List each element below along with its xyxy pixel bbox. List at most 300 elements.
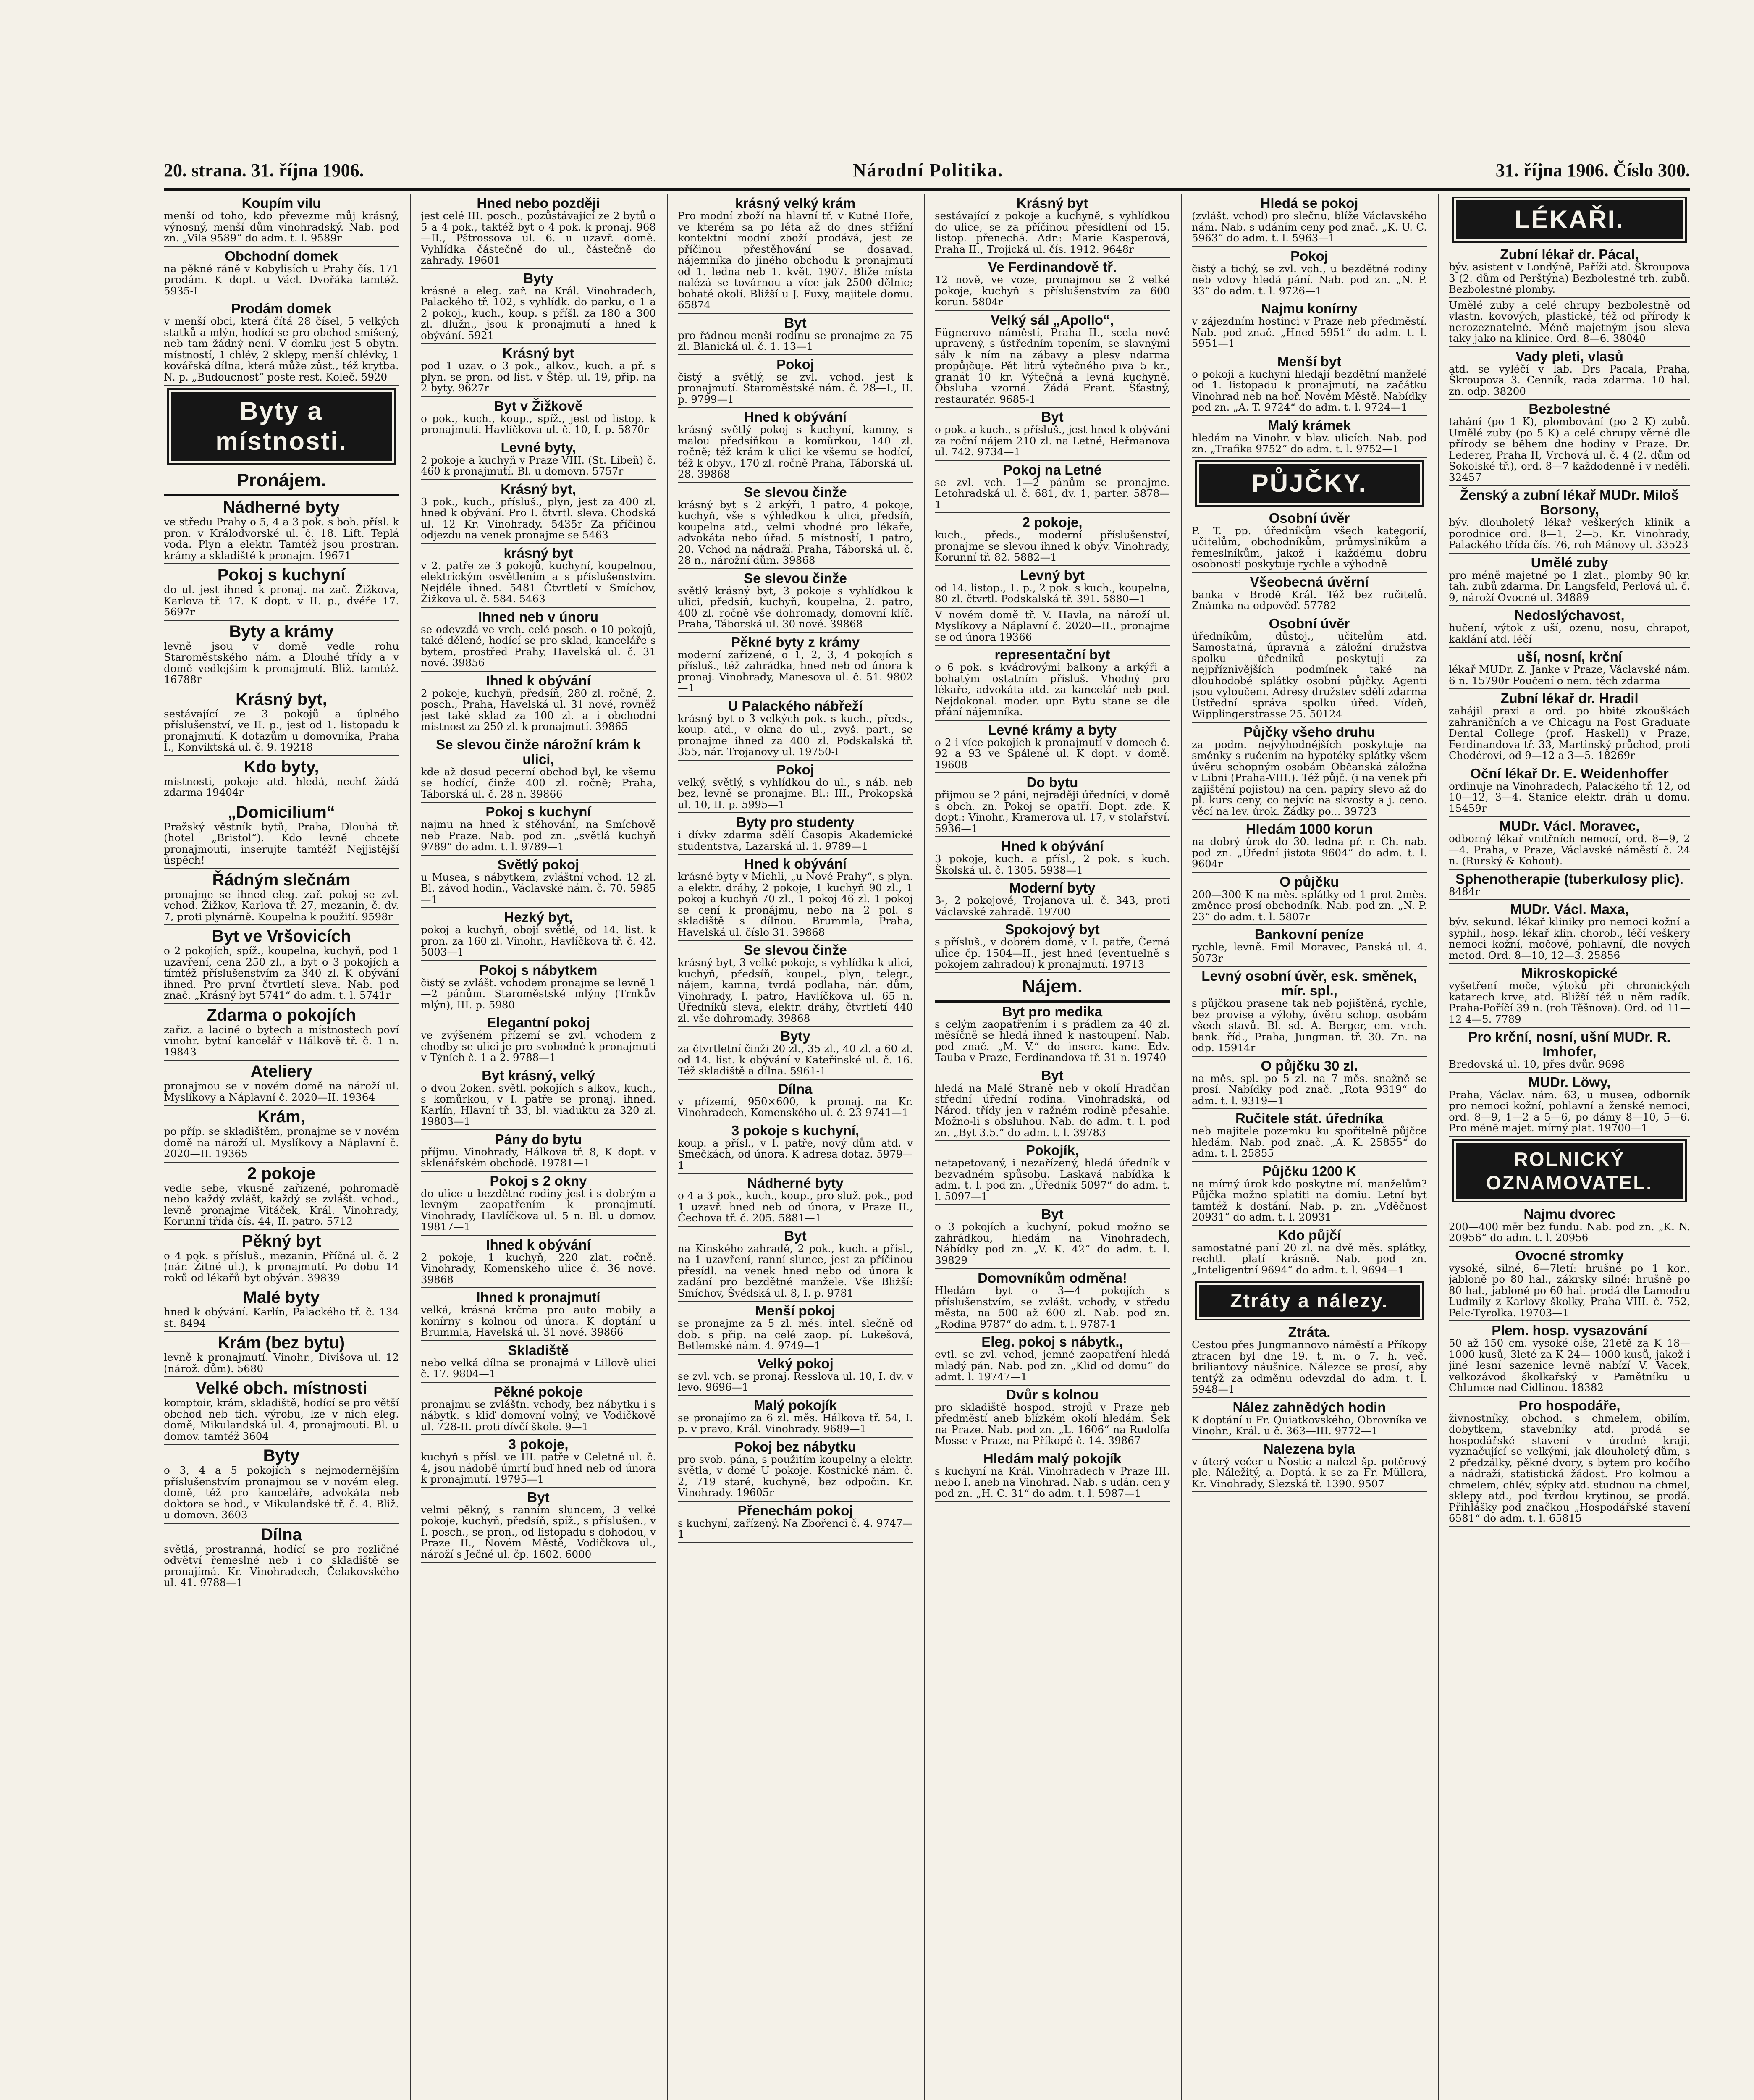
ad-heading: Ihned k obývání	[486, 1236, 591, 1252]
classified-ad	[935, 566, 1170, 608]
ad-body: s celým zaopatřením i s prádlem za 40 zl. měsíčně se hledá ihned k nastoupení. Nab. pod znač. „M. V.“ do inserc. kanc. Edv. Tauba v Praze, Ferdinandova tř. 31 n. 19740	[935, 1018, 1170, 1063]
ad-heading: Byty	[263, 1446, 300, 1465]
classified-ad	[935, 1066, 1170, 1142]
ad-heading: Krásný byt,	[501, 481, 576, 497]
ad-heading: Oční lékař Dr. E. Weidenhoffer	[1470, 765, 1669, 781]
classified-ad	[678, 408, 913, 483]
classified-ad	[678, 761, 913, 814]
classified-ad	[678, 633, 913, 697]
classified-ad	[935, 258, 1170, 311]
ad-body: za čtvrtletní činži 20 zl., 35 zl., 40 zl. a 60 zl. od 14. list. k obývání v Kateřinské ul. č. 16. Též skladiště a dílna. 5961-1	[678, 1042, 913, 1077]
ad-heading: Byt ve Vršovicích	[212, 927, 351, 945]
ad-heading: Byt	[1041, 409, 1064, 425]
ad-heading: O půjčku	[1279, 874, 1339, 890]
classified-ad	[935, 1333, 1170, 1386]
ad-heading: Kdo byty,	[244, 757, 319, 776]
classified-ad	[1449, 870, 1690, 900]
ad-body: po příp. se skladištěm, pronajme se v novém domě na nároží ul. Myslíkovy a Náplavní č. 2020—II. 19365	[164, 1125, 399, 1160]
ad-body: býv. dlouholetý lékař veškerých klinik a porodnice ord. 8—1, 2—5. Kr. Vinohrady, Palackého třída čís. 76, roh Mánovy ul. 33523	[1449, 516, 1690, 551]
classified-ad	[935, 646, 1170, 721]
classified-ad	[421, 1236, 656, 1289]
classified-ad	[1192, 247, 1427, 300]
classified-ad	[421, 1488, 656, 1563]
classified-ad	[421, 1013, 656, 1066]
ad-heading: Ovocné stromky	[1515, 1247, 1624, 1263]
classified-ad	[1192, 723, 1427, 820]
ad-heading: Přenechám pokoj	[737, 1502, 853, 1518]
classified-ad	[678, 483, 913, 569]
ad-heading: Menší pokoj	[755, 1303, 836, 1318]
section-banner-rolnicky: ROLNICKÝ OZNAMOVATEL.	[1454, 1141, 1685, 1201]
ad-heading: Pokoj	[776, 761, 814, 777]
ad-body: velká, krásná krčma pro auto mobily a konírny s kolnou od února. K doptání u Brummla, Havelská ul. 31 nové. 39866	[421, 1304, 656, 1338]
ad-body: se zvl. vch. se pronaj. Resslova ul. 10, I. dv. v levo. 9696—1	[678, 1370, 913, 1393]
classified-ad	[421, 961, 656, 1014]
ad-heading: 3 pokoje s kuchyní,	[731, 1122, 860, 1138]
classified-ad	[935, 608, 1170, 646]
ad-heading: Krásný byt	[1016, 195, 1088, 211]
ad-body: o dvou 2oken. světl. pokojích s alkov., kuch., s komůrkou, v I. patře se pronaj. ihned. Karlín, Hlavní tř. 33, bl. viaduktu za 320 zl. 19803—1	[421, 1082, 656, 1127]
ad-heading: Byt	[1041, 1206, 1064, 1222]
ad-heading: Zubní lékař dr. Pácal,	[1500, 247, 1639, 262]
ad-heading: Pokoj na Letné	[1003, 462, 1102, 478]
ad-body: pokoj a kuchyň, obojí světlé, od 14. list. k pron. za 160 zl. Vinohr., Havlíčkova tř. č. 42. 5003—1	[421, 924, 656, 958]
classified-ad	[1192, 416, 1427, 458]
ad-heading: Eleg. pokoj s nábytk.,	[981, 1334, 1123, 1349]
ad-heading: Nedoslýchavost,	[1514, 607, 1625, 623]
classified-ad	[164, 925, 399, 1004]
ad-heading: Byt pro medika	[1002, 1003, 1103, 1019]
ad-body: najmu na hned k stěhování, na Smíchově neb Praze. Nab. pod zn. „světlá kuchyň 9789“ do adm. t. l. 9789—1	[421, 818, 656, 853]
classified-ad	[678, 1027, 913, 1080]
ad-body: krásný byt s 2 arkýři, 1 patro, 4 pokoje, kuchyň, vše s výhledkou k ulici, předsíň, koupelna atd., velmi vhodné pro lékaře, advokáta nebo úřad. 5 místností, 1 patro, 20. Vchod na nádraží. Praha, Táborská ul. č. 28 n., nárožní dům. 39868	[678, 498, 913, 566]
classified-ad	[421, 269, 656, 344]
ad-body: pro svob. pána, s použitím koupelny a elektr. světla, v domě U pokoje. Kostnické nám. č. 2, 719 staré, kuchyně, bez odpočin. Kr. Vinohrady. 19605r	[678, 1453, 913, 1499]
ad-heading: Se slevou činže nárožní krám k ulici,	[436, 736, 641, 767]
ad-heading: Elegantní pokoj	[487, 1015, 590, 1030]
ad-body: hledám na Vinohr. v blav. ulicích. Nab. pod zn. „Trafika 9752“ do adm. t. l. 9752—1	[1192, 431, 1427, 455]
ad-body: na měs. spl. po 5 zl. na 7 měs. snažně se prosí. Nabídky pod znač. „Rota 9319“ do adm. t. l. 9319—1	[1192, 1072, 1427, 1107]
ad-heading: Pokoj bez nábytku	[734, 1438, 856, 1454]
classified-ad	[1449, 689, 1690, 764]
ad-heading: Ručitele stát. úředníka	[1235, 1110, 1384, 1126]
ad-body: býv. sekund. lékař kliniky pro nemoci kožní a syphil., hosp. lékař klin. chorob., léčí veškery nemoci kožní, močové, pohlavní, dle nových metod. Ord. 8—10, 12—3. 25856	[1449, 916, 1690, 961]
classified-ad	[1192, 1162, 1427, 1226]
classified-ad	[1192, 925, 1427, 967]
classified-ad	[678, 941, 913, 1027]
classified-ad	[164, 564, 399, 621]
column-rule	[1181, 194, 1182, 2100]
ad-body: do ul. jest ihned k pronaj. na zač. Žižkova, Karlova tř. 17. K dopt. v II. p., dvéře 17. 5697r	[164, 583, 399, 618]
classified-ad	[935, 1449, 1170, 1502]
ad-body: pronajmou se v novém domě na nároží ul. Myslíkovy a Náplavní č. 2020—II. 19364	[164, 1080, 399, 1103]
classified-ad	[935, 1269, 1170, 1333]
ad-body: čistý a světlý, se zvl. vchod. jest k pronajmutí. Staroměstské nám. č. 28—I., II. p. 9799—1	[678, 370, 913, 405]
ad-heading: Hledám 1000 korun	[1245, 821, 1373, 837]
classified-ad	[1449, 347, 1690, 400]
classified-ad	[678, 855, 913, 941]
ad-heading: Byty pro studenty	[736, 814, 855, 830]
classified-ad	[1449, 1073, 1690, 1137]
classified-ad-list	[1192, 1323, 1427, 1492]
ad-body: krásné a eleg. zař. na Král. Vinohradech, Palackého tř. 102, s vyhlídk. do parku, o 1 a 2 pokoj., kuch., koup. s příšl. za 180 a 300 zl. dlužn., jsou k pronajmutí a hned k obývání. 5921	[421, 284, 656, 341]
column-3	[678, 194, 913, 2100]
ad-heading: Zdarma o pokojích	[207, 1005, 356, 1024]
ad-heading: representační byt	[994, 647, 1110, 662]
ad-heading: Osobní úvěr	[1269, 615, 1350, 631]
ad-body: v přízemí, 950×600, k pronaj. na Kr. Vinohradech, Komenského ul. č. 23 9741—1	[678, 1095, 913, 1118]
classified-ad	[935, 194, 1170, 258]
section-banner-pujcky: PŮJČKY.	[1197, 462, 1422, 505]
newspaper-page	[164, 160, 1690, 2100]
classified-ad	[935, 461, 1170, 514]
ad-body: do ulice u bezdětné rodiny jest i s dobrým a levným zaopatřením k pronajmutí. Vinohrady, Havlíčkova ul. 5 n. Bl. u domov. 19817—1	[421, 1187, 656, 1233]
classified-ad	[1192, 509, 1427, 573]
classified-ad	[935, 408, 1170, 461]
classified-ad	[1192, 1109, 1427, 1162]
ad-heading: MUDr. Václ. Maxa,	[1510, 901, 1629, 917]
classified-ad	[164, 1106, 399, 1163]
ad-heading: Půjčky všeho druhu	[1243, 724, 1375, 740]
classified-ad	[1192, 1440, 1427, 1493]
ad-heading: Byt	[784, 1228, 807, 1244]
classified-ad	[678, 1502, 913, 1543]
ad-body: komptoir, krám, skladiště, hodící se pro větší obchod neb tich. výrobu, lze v nich eleg. domě, Mikulandská ul. 4, pronajmouti. Bl. u domov. tamtéž 3604	[164, 1396, 399, 1442]
ad-body: Fügnerovo náměstí, Praha II., scela nově upravený, s ústředním topením, se slavnými sály k ním na zábavy a plesy ndarma propůjčuje. Pět litrů výtečného piva 5 kr., granát 10 kr. Výtečná a levná kuchyně. Obsluha vzorná. Žádá Frant. Šťastný, restauratér. 9685-1	[935, 326, 1170, 405]
ad-body: kuch., předs., moderní příslušenství, pronajme se slevou ihned k obýv. Vinohrady, Korunní tř. 82. 5882—1	[935, 529, 1170, 563]
classified-ad	[678, 1080, 913, 1121]
ad-body: se pronajímo za 6 zl. měs. Hálkova tř. 54, I. p. v pravo, Král. Vinohrady. 9689—1	[678, 1411, 913, 1435]
ad-heading: U Palackého nábřeží	[728, 698, 863, 714]
ad-body: velký, světlý, s vyhlídkou do ul., s náb. neb bez, levně se pronajme. Bl.: III., Prokopská ul. 10, II. p. 5995—1	[678, 776, 913, 811]
ad-heading: Pokojík,	[1025, 1142, 1079, 1158]
classified-ad-list	[1449, 1205, 1690, 1527]
classified-ad-list	[935, 1003, 1170, 1502]
ad-heading: Nalezena byla	[1263, 1441, 1355, 1457]
classified-ad	[421, 1383, 656, 1436]
classified-ad	[164, 299, 399, 386]
classified-ad	[421, 803, 656, 856]
classified-ad	[164, 1332, 399, 1377]
classified-ad	[1449, 606, 1690, 648]
ad-body: na dobrý úrok do 30. ledna př. r. Ch. nab. pod zn. „Úřední jistota 9604“ do adm. t. l. 9604r	[1192, 835, 1427, 870]
classified-ad	[164, 194, 399, 247]
ad-body: rychle, levně. Emil Moravec, Panská ul. 4. 5073r	[1192, 941, 1427, 964]
ad-body: živnostníky, obchod. s chmelem, obilím, dobytkem, stavebníky atd. prodá se hospodářské stavení v úrodné kraji, vyznačující se velkými, jak dlouholetý dům, s 2 předzálky, pěkné dvory, s bytem pro kočího a nádraží, statistická žádost. Pro kolmou a chmelem, chlév, sýpky atd. studnou na chmel, sklepy atd., pod tvrdou krytinou, se proďá. Přihlášky pod značkou „Hospodářské stavení 6581“ do adm. t. l. 65815	[1449, 1412, 1690, 1524]
ad-heading: Bankovní peníze	[1254, 927, 1364, 942]
classified-ad	[935, 1003, 1170, 1066]
ad-body: 2 pokoje a kuchyň v Praze VIII. (St. Libeň) č. 460 k pronajmutí. Bl. u domovn. 5757r	[421, 454, 656, 477]
classified-ad	[935, 721, 1170, 774]
ad-heading: Pokoj s 2 okny	[490, 1173, 587, 1189]
ad-heading: Plem. hosp. vysazování	[1492, 1323, 1647, 1338]
column-1	[164, 194, 399, 2100]
column-2	[421, 194, 656, 2100]
ad-body: pronajme se ihned eleg. zař. pokoj se zvl. vchod. Žižkov, Karlova tř. 27, mezanin, č. dv. 7, proti plynárně. Koupelna k použití. 9598r	[164, 888, 399, 923]
ad-body: 2 pokoje, kuchyň, předsíň, 280 zl. ročně, 2. posch., Praha, Havelská ul. 31 nové, rovněž jest také sklad za 100 zl. a i obchodní místnost za 250 zl. k pronajmutí. 39865	[421, 687, 656, 732]
ad-body: kde až dosud pecerní obchod byl, ke všemu se hodící, činže 400 zl. ročně; Praha, Táborská ul. č. 28 n. 39866	[421, 765, 656, 800]
classified-ad	[164, 1524, 399, 1591]
ad-heading: Ateliery	[250, 1062, 312, 1081]
section-banner-byty: Byty a místnosti.	[169, 390, 394, 463]
ad-heading: Krásný byt,	[236, 690, 327, 709]
ad-body: s kuchyní na Král. Vinohradech v Praze III. nebo I. aneb na Vinohrad. Nab. s udán. cen y pod zn. „H. C. 31“ do adm. t. l. 5987—1	[935, 1465, 1170, 1499]
ad-body: s přísluš., v dobrém domě, v I. patře, Černá ulice čp. 1504—II., jest hned (eventuelně s pokojem zahradou) k pronajmutí. 19713	[935, 936, 1170, 970]
classified-ad	[164, 247, 399, 300]
ad-heading: Ihned neb v únoru	[478, 609, 598, 625]
column-rule	[667, 194, 668, 2100]
section-banner-lekari: LÉKAŘI.	[1454, 198, 1685, 241]
ad-heading: Pokoj s kuchyní	[217, 566, 346, 584]
classified-ad	[935, 1386, 1170, 1449]
ad-body: na mírný úrok kdo poskytne mí. manželům? Půjčka možno splatiti na domiu. Letní byt tamtéž k dostání. Nab. p. zn. „Vděčnost 20931“ do adm. t. l. 20931	[1192, 1177, 1427, 1223]
ad-heading: Dílna	[261, 1525, 302, 1544]
classified-ad	[421, 608, 656, 672]
ad-body: P. T. pp. úředníkům všech kategorií, učitelům, obchodníkům, průmyslníkům a řemeslníkům, jakož i každému dobru osobnosti poskytuje rychle a výhodně	[1192, 524, 1427, 570]
classified-ad	[1192, 1226, 1427, 1279]
classified-ad	[678, 1227, 913, 1302]
ad-body: odborný lékař vnitřních nemocí, ord. 8—9, 2—4. Praha, v Praze, Václavské náměstí č. 24 n. (Rurský & Kohout).	[1449, 832, 1690, 867]
classified-ad	[421, 1288, 656, 1341]
ad-body: ve středu Prahy o 5, 4 a 3 pok. s boh. přísl. k pron. v Králodvorské ul. č. 18. Lift. Teplá voda. Plyn a elektr. Tamtéž jsou prostran. krámy a skladiště k pronajm. 19671	[164, 516, 399, 562]
ad-heading: Pro hospodáře,	[1518, 1397, 1620, 1413]
ad-heading: Byt krásný, velký	[482, 1067, 595, 1083]
ad-body: zahájil praxi a ord. po hbité zkouškách zahraničních a ve Chicagu na Post Graduate Dental College (prof. Haskell) v Praze, Ferdinandova tř. 33, Martinský průchod, proti Chodérovi, od 9—12 a 3—5. 18269r	[1449, 705, 1690, 761]
classified-ad	[1449, 554, 1690, 606]
classified-ad	[421, 1435, 656, 1488]
ad-body: vedle sebe, vkusně zařízené, pohromadě nebo každý zvlášť, každý se zvlášt. vchod., levně pronajme Vitáček, Král. Vinohrady, Korunní třída čís. 44, II. patro. 5712	[164, 1181, 399, 1227]
classified-ad-list	[1449, 245, 1690, 1137]
classified-ad	[935, 773, 1170, 837]
classified-ad	[678, 1354, 913, 1396]
classified-ad	[1449, 1028, 1690, 1073]
ad-body: světlý krásný byt, 3 pokoje s vyhlídkou k ulici, předsíň, kuchyň, koupelna, 2. patro, 400 zl. ročně vše dohromady, domovní klíč. Praha, Táborská ul. 30 nové. 39868	[678, 584, 913, 630]
classified-ad	[935, 837, 1170, 879]
ad-body: příjmu. Vinohrady, Hálkova tř. 8, K dopt. v sklenářském obchodě. 19781—1	[421, 1145, 656, 1169]
classified-ad-list	[1192, 194, 1427, 458]
ad-body: jest celé III. posch., pozůstávající ze 2 bytů o 5 a 4 pok., taktéž byt o 4 pok. k pronaj. 968—II., Pštrossova ul. 6. u uzavř. domě. Vyhlídka částečně do ul., částečně do zahrady. 19601	[421, 210, 656, 266]
classified-ad	[1192, 820, 1427, 873]
ad-heading: Velký pokoj	[757, 1355, 834, 1371]
ad-body: pronajmu se zvlášťn. vchody, bez nábytku i s nábytk. s kliď domovní volný, ve Vodičkově ul. 728-II. proti dívčí škole. 9—1	[421, 1398, 656, 1433]
ad-heading: Malý krámek	[1267, 417, 1351, 433]
ad-heading: Mikroskopické	[1521, 965, 1618, 981]
ad-heading: Všeobecná úvěrní	[1250, 574, 1369, 590]
ad-body: levně jsou v domě vedle rohu Staroměstského nám. a Dlouhé třídy a v domě vedlejším k pronajmutí. Bliž. tamtéž. 16788r	[164, 640, 399, 685]
ad-body: se pronajme za 5 zl. měs. intel. slečně od dob. s přip. na celé zaop. pí. Lukešová, Betlemské nám. 4. 9749—1	[678, 1317, 913, 1352]
ad-heading: Pokoj	[1290, 248, 1328, 264]
ad-body: sestávající ze 3 pokojů a úplného příslušenství, ve II. p., jest od 1. listopadu k pronajmutí. K dotazům u domovníka, Praha I., Konviktská ul. č. 9. 19218	[164, 707, 399, 753]
classified-ad	[421, 480, 656, 544]
ad-body: vysoké, silné, 6—7letí: hrušně po 1 kor., jabloně po 80 hal., zákrsky silné: hrušně po 80 hal., jabloně po 60 hal. prodá dle Lamodru Ludmily z Karlovy školky, Praha VIII. č. 752, Pelc-Tyrolka. 19703—1	[1449, 1262, 1690, 1319]
ad-heading: Byty	[523, 270, 553, 286]
classified-ad	[421, 1130, 656, 1172]
ad-body: lékař MUDr. Z. Janke v Praze, Václavské nám. 6 n. 15790r Poučení o nem. těch zdarma	[1449, 663, 1690, 687]
ad-body: i dívky zdarma sdělí Časopis Akademické studentstva, Lazarská ul. 1. 9789—1	[678, 829, 913, 852]
classified-ad	[1449, 486, 1690, 554]
ad-body: krásné byty v Michli, „u Nové Prahy“, s plyn. a elektr. dráhy, 2 pokoje, 1 kuchyň 90 zl., 1 pokoj a kuchyň 70 zl., 1 pokoj 46 zl. 1 pokoj se cení k pronájmu, nebo na 2 pol. s skladiště s dílnou. Brummla, Praha, Havelská ul. číslo 31. 39868	[678, 870, 913, 938]
classified-ad	[1449, 817, 1690, 870]
ad-heading: Velký sál „Apollo“,	[991, 312, 1114, 328]
ad-body: Bredovská ul. 10, přes dvůr. 9698	[1449, 1058, 1625, 1070]
ad-body: přijmou se 2 páni, nejraději úředníci, v domě s obch. zn. Pokoj se opatří. Dopt. zde. K dopt.: Vinohr., Kramerova ul. 17, v stolařství. 5936—1	[935, 789, 1170, 835]
classified-ad	[1449, 900, 1690, 964]
classified-ad	[935, 513, 1170, 566]
classified-ad	[421, 1341, 656, 1383]
classified-ad	[421, 672, 656, 735]
ad-heading: Zubní lékař dr. Hradil	[1500, 690, 1639, 706]
ad-body: atd. se vyléčí v lab. Drs Pacala, Praha, Škroupova 3. Cenník, rada zdarma. 10 hal. zn. odp. 38200	[1449, 362, 1690, 397]
column-4	[935, 194, 1170, 2100]
section-title-najem: Nájem.	[935, 973, 1170, 1003]
ad-heading: Byt v Žižkově	[494, 398, 583, 414]
ad-body: Pražský věstník bytů, Praha, Dlouhá tř. (hotel „Bristol“). Kdo levně chcete pronajmouti, inserujte tamtéž! Nejjistější úspěch!	[164, 820, 399, 866]
classified-ad-list	[935, 194, 1170, 973]
ad-body: pro méně majetné po 1 zlat., plomby 90 kr. tah. zubů zdarma. Dr. Langsfeld, Perlová ul. č. 9, nároží Ovocné ul. 34889	[1449, 569, 1690, 604]
ad-heading: Hned k obývání	[744, 409, 847, 425]
ad-heading: Byt	[527, 1489, 550, 1505]
ad-heading: Hned k obývání	[744, 856, 847, 872]
ad-heading: Pokoj	[776, 356, 814, 372]
ad-heading: Hned k obývání	[1001, 838, 1104, 854]
classified-ad	[1192, 299, 1427, 352]
ad-heading: Levný byt	[1020, 567, 1085, 583]
ad-heading: Pěkné pokoje	[493, 1383, 583, 1399]
classified-ad	[164, 1377, 399, 1445]
classified-ad	[1449, 1205, 1690, 1247]
ad-body: o pokoji a kuchyni hledají bezdětní manželé od 1. listopadu k pronajmutí, na začátku Vinohrad neb na hoř. Novém Městě. Nabídky pod zn. „A. T. 9724“ do adm. t. l. 9724—1	[1192, 368, 1427, 413]
ad-heading: Skladiště	[508, 1342, 569, 1358]
classified-ad	[164, 1163, 399, 1230]
classified-ad	[1192, 873, 1427, 926]
ad-body: o 3, 4 a 5 pokojích s nejmodernějším příslušenstvím pronajmou se v novém eleg. domě, též pro kanceláře, advokáta neb doktora se hod., v Mikulandské tř. č. 4. Bliž. u domovn. 3603	[164, 1464, 399, 1521]
ad-body: sestávající z pokoje a kuchyně, s vyhlídkou do ulice, se za příčinou přesídlení od 15. listop. přenechá. Adr.: Marie Kasperová, Praha II., Trojická ul. čís. 1912. 9648r	[935, 210, 1170, 255]
ad-heading: Půjčku 1200 K	[1262, 1163, 1356, 1179]
ad-heading: Do bytu	[1026, 774, 1078, 790]
ad-heading: Krám,	[257, 1108, 305, 1126]
classified-ad	[421, 856, 656, 908]
ad-body: o 4 pok. s přísluš., mezanin, Příčná ul. č. 2 (nár. Žitné ul.), k pronajmutí. Po dobu 14 roků od lékařů byt obýván. 39839	[164, 1249, 399, 1284]
ad-body: 200—300 K na měs. splátky od 1 prot 2měs. změnce prosí obchodník. Nab. pod zn. „N. P. 23“ do adm. t. l. 5807r	[1192, 888, 1427, 923]
classified-ad	[678, 1121, 913, 1174]
classified-ad	[678, 569, 913, 633]
newspaper-title: Národní Politika.	[852, 160, 1004, 181]
ad-heading: Obchodní domek	[225, 248, 338, 264]
ad-body: o 4 a 3 pok., kuch., koup., pro služ. pok., pod 1 uzavř. hned neb od února, v Praze II., Čechova tř. č. 205. 5881—1	[678, 1189, 913, 1224]
ad-heading: uší, nosní, krční	[1516, 649, 1623, 664]
classified-ad	[421, 344, 656, 397]
ad-body: hned k obývání. Karlín, Palackého tř. č. 134 st. 8494	[164, 1306, 399, 1329]
ad-body: banka v Brodě Král. Též bez ručitelů. Známka na odpověď. 57782	[1192, 588, 1427, 612]
ad-body: o 6 pok. s kvádrovými balkony a arkýři a bohatým ostatním přísluš. Vhodný pro lékaře, advokáta atd. za kancelář neb pod. Nejdokonal. moder. upr. Bytu stane se dle přání nájemníka.	[935, 661, 1170, 718]
ad-body: o pok. a kuch., s přísluš., jest hned k obývání za roční nájem 210 zl. na Letné, Heřmanova ul. 742. 9734—1	[935, 423, 1170, 458]
classified-ad	[678, 355, 913, 408]
ad-heading: Domovníkům odměna!	[978, 1270, 1127, 1286]
classified-ad	[1192, 573, 1427, 614]
ad-body: v menší obci, která čítá 28 čísel, 5 velkých statků a mlýn, hodící se pro obchod smíšený, neb tam žádný není. V domku jest 5 obytn. místností, 1 chlév, 2 sklepy, menší chlévky, 1 kovářská dílna, která může zůst., též krytba. N. p. „Budoucnost“ poste rest. Koleč. 5920	[164, 315, 399, 383]
classified-ad	[678, 813, 913, 855]
ad-body: tahání (po 1 K), plombování (po 2 K) zubů. Umělé zuby (po 5 K) a celé chrupy věrné dle přírody se během dne hodiny v Praze. Dr. Lederer, Praha II, Vrchová ul. č. 4 (2. dům od Sokolské tř.), ord. 8—7 každodenně i v neděli. 32457	[1449, 415, 1690, 483]
classified-ad-list	[164, 194, 399, 386]
classified-ad	[678, 1302, 913, 1354]
classified-ad	[1449, 648, 1690, 689]
classified-ad-list	[678, 194, 913, 1543]
ad-heading: Malé byty	[243, 1288, 320, 1307]
ad-heading: Se slevou činže	[744, 570, 847, 586]
ad-heading: Vady pleti, vlasů	[1515, 348, 1623, 364]
classified-ad	[935, 311, 1170, 408]
classified-ad	[1449, 245, 1690, 298]
ad-body: místnosti, pokoje atd. hledá, nechť žádá zdarma 19404r	[164, 775, 399, 798]
classified-ad	[1449, 764, 1690, 817]
ad-heading: Prodám domek	[231, 301, 332, 316]
classified-ad	[421, 1172, 656, 1236]
ad-heading: Byty a krámy	[229, 622, 334, 641]
ad-body: v zájezdním hostinci v Praze neb předměstí. Nab. pod znač. „Hned 5951“ do adm. t. l. 5951—1	[1192, 315, 1427, 349]
ad-heading: Hledám malý pokojík	[983, 1450, 1122, 1466]
ad-heading: Bezbolestné	[1529, 401, 1610, 417]
section-banner-ztraty: Ztráty a nálezy.	[1197, 1283, 1422, 1319]
ad-body: hučení, výtok z uší, ozenu, nosu, chrapot, kaklání atd. léčí	[1449, 622, 1690, 645]
ad-body: světlá, prostranná, hodící se pro rozličné odvětví řemeslné neb i co skladiště se pronajímá. Kr. Vinohradech, Čelakovského ul. 41. 9788—1	[164, 1543, 399, 1588]
ad-body: 3-, 2 pokojové, Trojanova ul. č. 343, proti Václavské zahradě. 19700	[935, 894, 1170, 918]
ad-heading: Spokojový byt	[1005, 921, 1100, 937]
ad-body: vyšetření moče, výtoků při chronických katarech krve, atd. Bližší též u něm radík. Praha-Poříčí 39 n. (roh Těšnova). Ord. od 11—12 4—5. 7789	[1449, 979, 1690, 1025]
ad-body: (zvlášt. vchod) pro slečnu, blíže Václavského nám. Nab. s udáním ceny pod znač. „K. U. C. 5963“ do adm. t. l. 5963—1	[1192, 210, 1427, 244]
ad-body: Pro modní zboží na hlavní tř. v Kutné Hoře, ve kterém sa po léta až do dnes střižní kontektní modní zboží prodává, jest ze příčinou přestěhování se dosavad. nájemníka do jiného obchodu k pronajmutí od 1. ledna neb 1. květ. 1907. Bliže místa nalézá se továrnou a více jak 2500 dělnic; bohaté okolí. Bližší u J. Fuxy, majitele domu. 65874	[678, 210, 913, 311]
ad-body: hledá na Malé Straně neb v okolí Hradčan střední úřední rodina. Vinohradská, od Národ. třídy jen v ražném rodině přesahle. Možno-li s obsluhou. Nab. do adm. t. l. pod zn. „Byt 3.5.“ do adm. t. l. 39783	[935, 1082, 1170, 1139]
classified-ad	[678, 697, 913, 761]
classified-ad-list	[1192, 509, 1427, 1279]
classified-ad	[678, 1174, 913, 1227]
ad-body: býv. asistent v Londýně, Paříži atd. Škroupova 3 (2. dům od Perštýna) Bezbolestné trh. zubů. Bezbolestné plomby.	[1449, 261, 1690, 295]
classified-ad	[1192, 967, 1427, 1057]
column-rule	[924, 194, 925, 2100]
ad-heading: Najmu dvorec	[1523, 1206, 1615, 1222]
ad-body: krásný světlý pokoj s kuchyní, kamny, s malou předsíňkou a komůrkou, 140 zl. ročně; též krám k ulici ke všemu se hodící, též k obyv., 170 zl. ročně Praha, Táborská ul. 28. 39868	[678, 423, 913, 480]
classified-ad	[935, 879, 1170, 920]
ad-heading: 2 pokoje	[247, 1164, 316, 1183]
classified-ad	[935, 920, 1170, 973]
ad-body: s kuchyní, zařízený. Na Zbořenci č. 4. 9747—1	[678, 1517, 913, 1540]
ad-body: na pěkné ráně v Kobylisích u Prahy čís. 171 prodám. K dopt. u Václ. Dvořáka tamtéž. 5935-I	[164, 262, 399, 297]
classified-ad	[1449, 298, 1690, 347]
ad-body: 200—400 měr bez fundu. Nab. pod zn. „K. N. 20956“ do adm. t. l. 20956	[1449, 1220, 1690, 1244]
ad-heading: Dvůr s kolnou	[1006, 1386, 1099, 1402]
ad-heading: Hezký byt,	[504, 909, 573, 925]
ad-body: pro skladiště hospod. strojů v Praze neb předměstí aneb blízkém okolí hledám. Šek na Praze. Nab. pod zn. „L. 1606“ na Rudolfa Mosse v Praze, na Příkopě č. 14. 39867	[935, 1401, 1170, 1446]
ad-heading: Ženský a zubní lékař MUDr. Miloš Borsony,	[1460, 487, 1679, 517]
classified-ad	[1192, 1398, 1427, 1440]
classified-ad	[1449, 1396, 1690, 1527]
ad-body: čistý se zvlášt. vchodem pronajme se levně 1—2 pánům. Staroměstské mlýny (Trnkův mlýn), III. p. 5980	[421, 976, 656, 1011]
ad-heading: krásný velký krám	[735, 195, 856, 211]
ad-heading: Pokoj s nábytkem	[479, 962, 598, 978]
ad-heading: Ztráta.	[1288, 1324, 1331, 1340]
ad-body: v úterý večer u Nostic a nalezl šp. potěrový ple. Náležitý, a. Doptá. k se za Fr. Müllera, Kr. Vinohrady, Slezská tř. 1390. 9507	[1192, 1455, 1427, 1490]
ad-body: levně k pronajmutí. Vinohr., Divišova ul. 12 (nárož. dům). 5680	[164, 1351, 399, 1375]
section-title-pronajem: Pronájem.	[164, 467, 399, 496]
ad-heading: Nádherné byty	[747, 1175, 844, 1191]
ad-heading: Hned nebo později	[477, 195, 600, 211]
classified-ad	[1192, 194, 1427, 247]
column-6	[1449, 194, 1690, 2100]
ad-heading: Levné krámy a byty	[988, 722, 1117, 738]
ad-heading: Krásný byt	[502, 345, 574, 361]
ad-body: netapetovaný, i nezařízený, hledá úředník v bezvadném spůsobu. Laskavá nabídka k adm. t. l. pod zn. „Úředník 5097“ do adm. t. l. 5097—1	[935, 1157, 1170, 1202]
ad-heading: Krám (bez bytu)	[218, 1334, 345, 1352]
ad-body: o 2 i více pokojích k pronajmutí v domech č. 92 a 93 ve Spálené ul. K dopt. v domě. 19608	[935, 736, 1170, 771]
